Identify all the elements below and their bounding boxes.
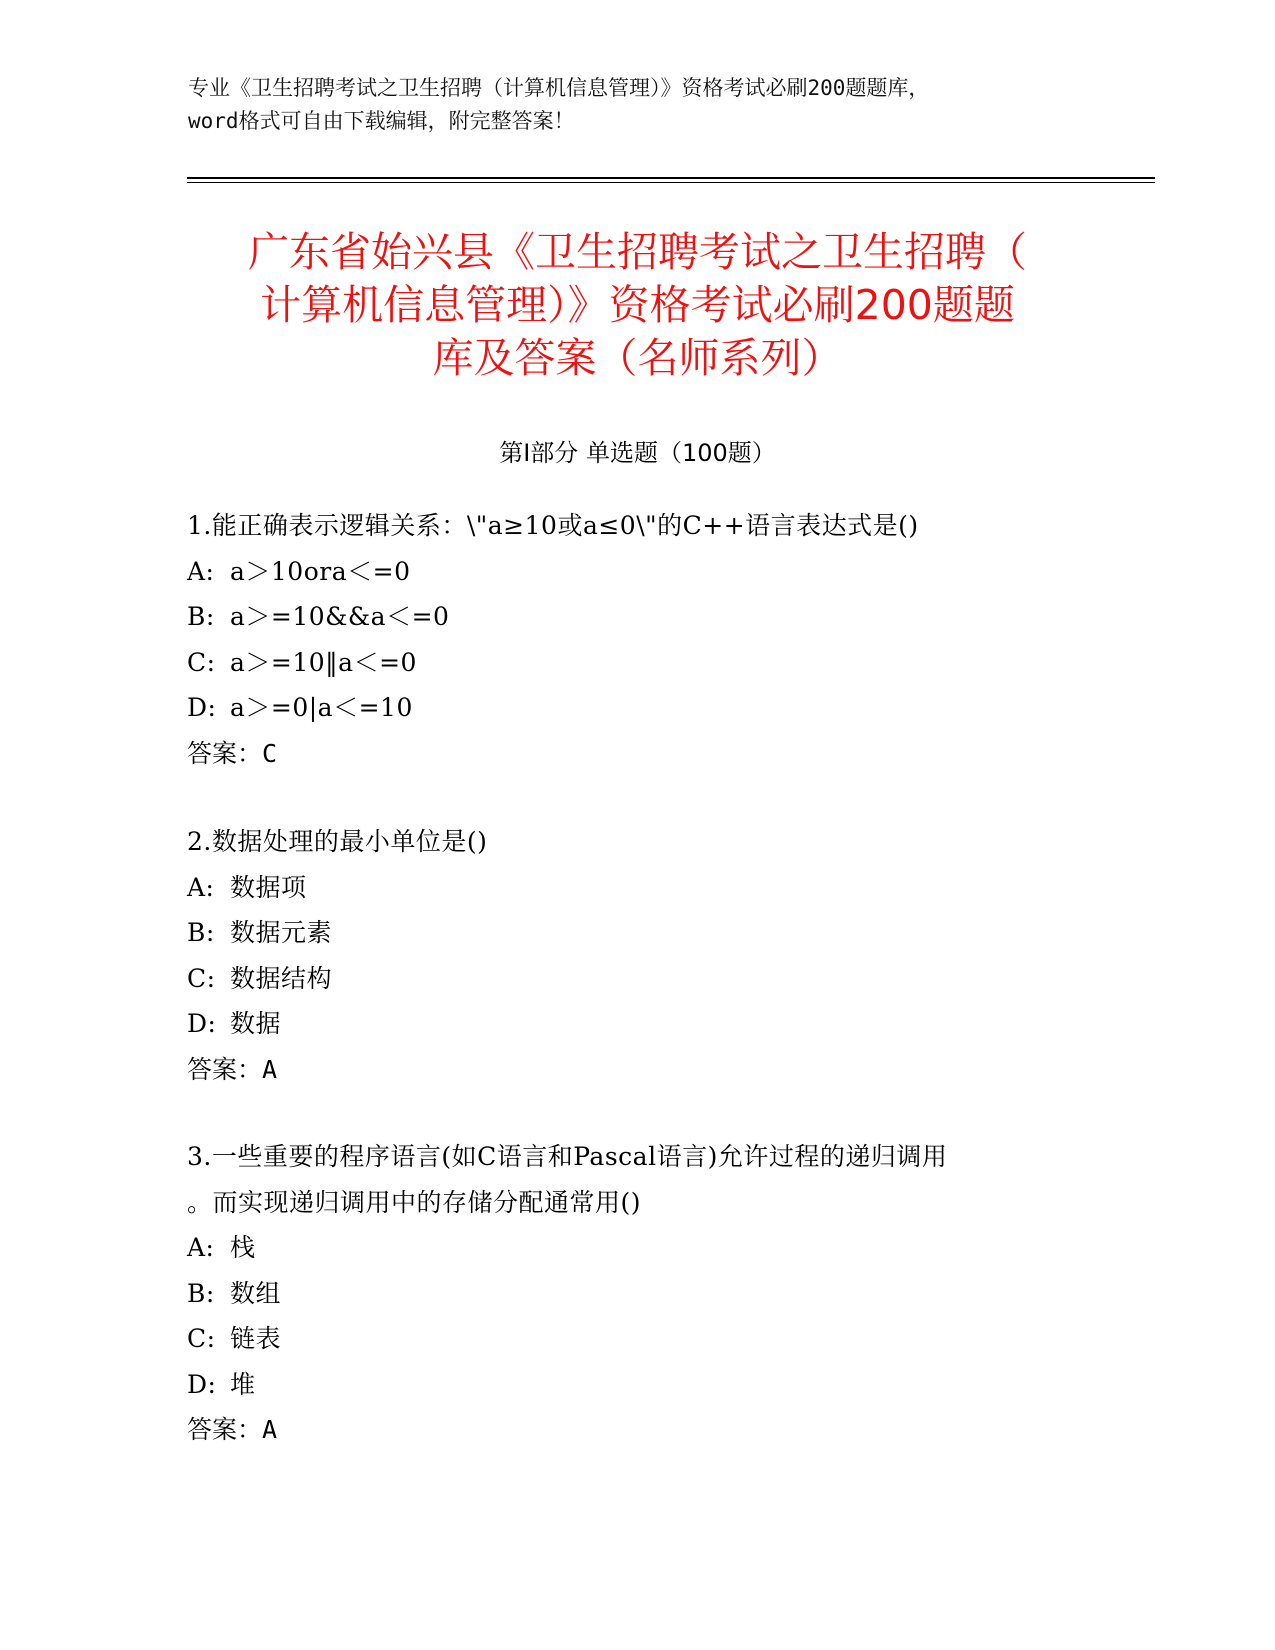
option-letter: B: — [187, 918, 215, 947]
option-letter: C: — [187, 963, 216, 993]
option-d — [187, 1362, 1087, 1408]
option-letter: C: — [187, 647, 216, 677]
option-c — [187, 640, 1087, 686]
header-note — [188, 72, 1088, 138]
option-text: 堆 — [230, 1369, 256, 1399]
answer: 答案：C — [187, 738, 278, 768]
option-text: 链表 — [230, 1324, 282, 1353]
option-d — [187, 1001, 1087, 1047]
document-title-line-2: 计算机信息管理）》资格考试必刷200题题 — [260, 281, 1015, 329]
option-a — [187, 1225, 1087, 1271]
document-title — [195, 226, 1080, 385]
header-divider-thick — [187, 177, 1155, 179]
question-stem: 1.能正确表示逻辑关系：\"a≥10或a≤0\"的C++语言表达式是() — [187, 511, 919, 540]
option-c — [187, 1316, 1087, 1362]
option-text: 数组 — [230, 1278, 282, 1308]
question-1 — [187, 503, 1087, 776]
header-note-line-1: 专业《卫生招聘考试之卫生招聘（计算机信息管理）》资格考试必刷200题题库， — [188, 76, 930, 100]
option-letter: B: — [187, 1278, 215, 1308]
option-text: a＞=10‖a＜=0 — [230, 647, 417, 677]
option-text: a＞10ora＜=0 — [230, 556, 411, 586]
question-2 — [187, 819, 1087, 1092]
option-letter: A: — [187, 556, 215, 586]
option-letter: B: — [187, 602, 215, 631]
document-title-line-3: 库及答案（名师系列） — [432, 334, 843, 382]
section-heading: 第Ⅰ部分 单选题（100题） — [499, 439, 776, 467]
option-a — [187, 865, 1087, 911]
question-stem: 2.数据处理的最小单位是() — [187, 827, 488, 856]
option-letter: D: — [187, 693, 217, 722]
option-text: a＞=0|a＜=10 — [230, 693, 413, 722]
question-stem-line-1: 3.一些重要的程序语言(如C语言和Pascal语言)允许过程的递归调用 — [187, 1142, 948, 1171]
option-b — [187, 910, 1087, 956]
header-divider-thin — [187, 182, 1155, 183]
option-letter: D: — [187, 1009, 217, 1038]
option-text: 数据元素 — [230, 918, 333, 947]
option-letter: A: — [187, 1233, 215, 1262]
option-text: 数据 — [230, 1009, 282, 1038]
option-letter: C: — [187, 1324, 216, 1353]
option-letter: D: — [187, 1369, 217, 1399]
document-title-line-1: 广东省始兴县《卫生招聘考试之卫生招聘（ — [248, 228, 1027, 276]
option-text: 数据结构 — [230, 963, 333, 993]
option-text: 栈 — [230, 1233, 256, 1262]
answer: 答案：A — [187, 1054, 278, 1084]
option-a — [187, 549, 1087, 595]
option-b — [187, 1271, 1087, 1317]
option-d — [187, 685, 1087, 731]
header-note-line-2: word格式可自由下载编辑，附完整答案！ — [188, 109, 575, 133]
answer: 答案：A — [187, 1415, 278, 1444]
option-c — [187, 956, 1087, 1002]
question-3 — [187, 1134, 1087, 1453]
question-stem-line-2: 。而实现递归调用中的存储分配通常用() — [187, 1187, 642, 1217]
option-b — [187, 594, 1087, 640]
option-text: a＞=10&&a＜=0 — [230, 602, 450, 631]
option-text: 数据项 — [230, 872, 307, 902]
option-letter: A: — [187, 872, 215, 902]
